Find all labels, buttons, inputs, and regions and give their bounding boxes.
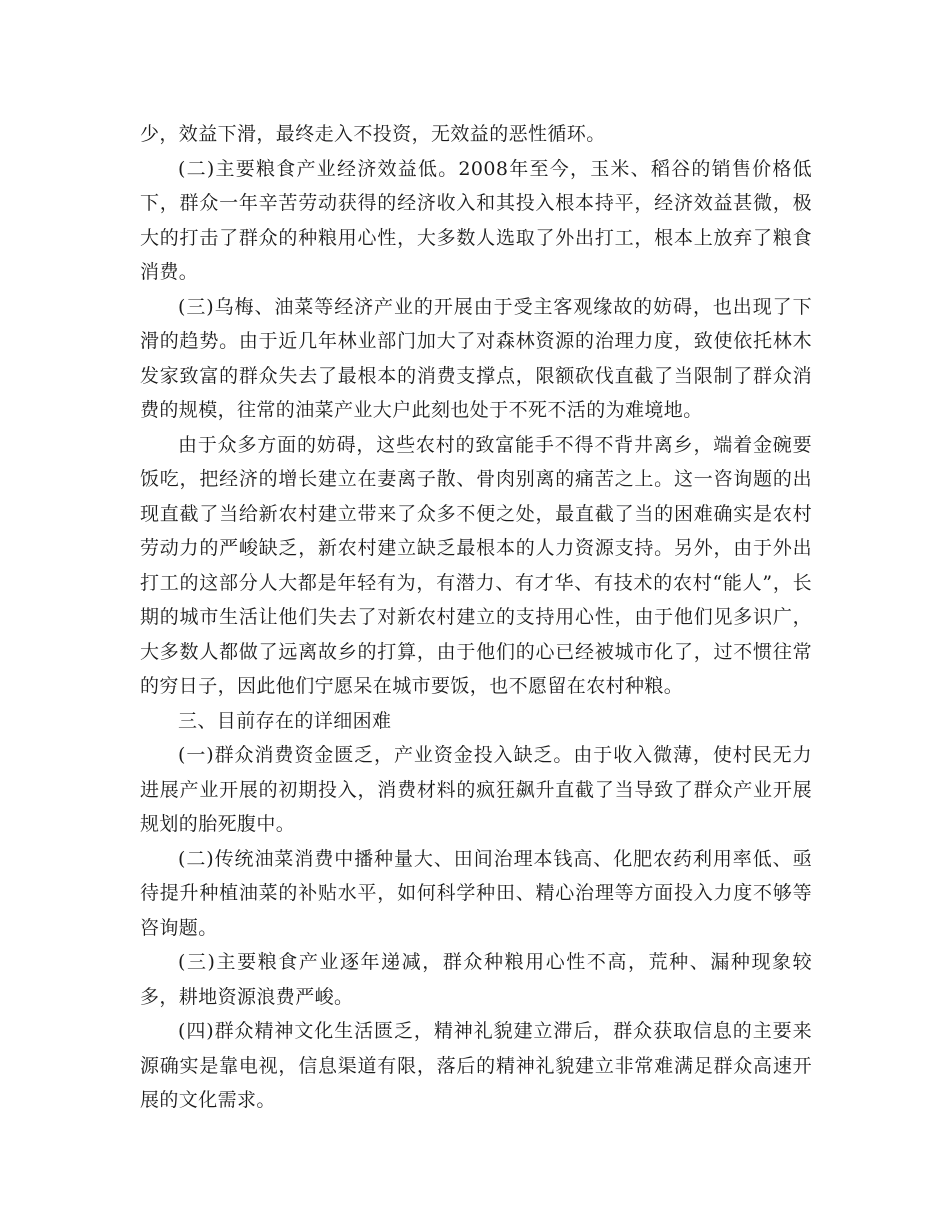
document-body bbox=[140, 117, 812, 1118]
paragraph-labor-migration: 由于众多方面的妨碍，这些农村的致富能手不得不背井离乡，端着金碗要饭吃，把经济的增长建立在妻离子散、骨肉别离的痛苦之上。这一咨询题的出现直截了当给新农村建立带来了众多不便之处，最直截了当的困难确实是农村劳动力的严峻缺乏，新农村建立缺乏最根本的人力资源支持。另外，由于外出打工的这部分人大都是年轻有为，有潜力、有才华、有技术的农村“能人”，长期的城市生活让他们失去了对新农村建立的支持用心性，由于他们见多识广，大多数人都做了远离故乡的打算，由于他们的心已经被城市化了，过不惯往常的穷日子，因此他们宁愿呆在城市要饭，也不愿留在农村种粮。 bbox=[140, 433, 812, 697]
paragraph-difficulty-grain: (三)主要粮食产业逐年递减，群众种粮用心性不高，荒种、漏种现象较多，耕地资源浪费严峻。 bbox=[140, 951, 812, 1008]
section-heading-current-difficulties: 三、目前存在的详细困难 bbox=[178, 709, 392, 732]
paragraph-plum-rapeseed-industry: (三)乌梅、油菜等经济产业的开展由于受主客观缘故的妨碍，也出现了下滑的趋势。由于近几年林业部门加大了对森林资源的治理力度，致使依托林木发家致富的群众失去了最根本的消费支撑点，限额砍伐直截了当限制了群众消费的规模，往常的油菜产业大户此刻也处于不死不活的为难境地。 bbox=[140, 295, 812, 421]
paragraph-difficulty-funding: (一)群众消费资金匮乏，产业资金投入缺乏。由于收入微薄，使村民无力进展产业开展的初期投入，消费材料的疯狂飙升直截了当导致了群众产业开展规划的胎死腹中。 bbox=[140, 744, 812, 835]
paragraph-continuation: 少，效益下滑，最终走入不投资，无效益的恶性循环。 bbox=[140, 123, 606, 145]
paragraph-difficulty-culture: (四)群众精神文化生活匮乏，精神礼貌建立滞后，群众获取信息的主要来源确实是靠电视，信息渠道有限，落后的精神礼貌建立非常难满足群众高速开展的文化需求。 bbox=[140, 1020, 812, 1111]
paragraph-grain-economic-benefit: (二)主要粮食产业经济效益低。2008年至今，玉米、稻谷的销售价格低下，群众一年辛苦劳动获得的经济收入和其投入根本持平，经济效益甚微，极大的打击了群众的种粮用心性，大多数人选取了外出打工，根本上放弃了粮食消费。 bbox=[140, 157, 812, 283]
paragraph-difficulty-rapeseed: (二)传统油菜消费中播种量大、田间治理本钱高、化肥农药利用率低、亟待提升种植油菜的补贴水平，如何科学种田、精心治理等方面投入力度不够等咨询题。 bbox=[140, 847, 812, 939]
